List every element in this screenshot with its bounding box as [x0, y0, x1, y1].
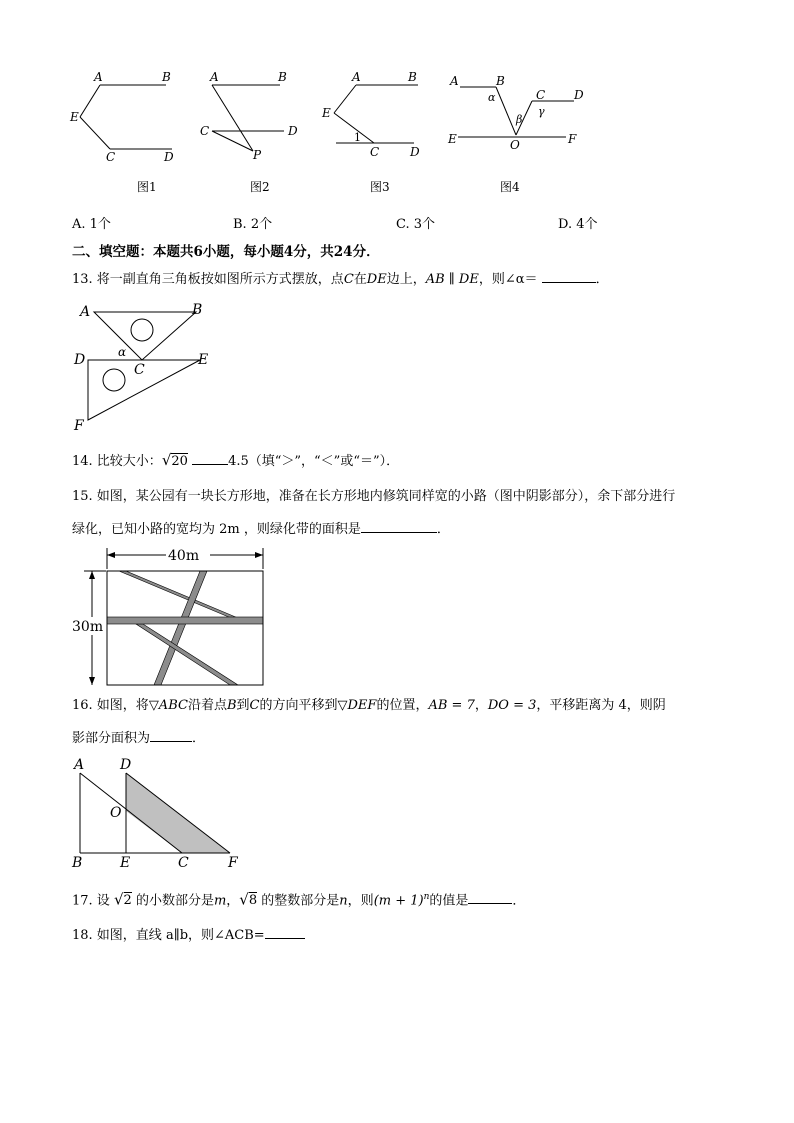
answer-blank[interactable] [192, 452, 228, 465]
question-15-line2: 绿化，已知小路的宽均为 2m ，则绿化带的面积是 ． [72, 522, 450, 537]
figure-3-caption: 图3 [370, 180, 390, 194]
sqrt-sign: √ [161, 451, 172, 469]
figure-q13 [70, 298, 220, 433]
point-label: D [288, 124, 298, 138]
figure-3 [318, 65, 428, 175]
section-title: 二、填空题：本题共6小题，每小题4分，共24分． [72, 244, 380, 260]
point-label: C [200, 124, 210, 138]
point-label: B [408, 70, 417, 84]
option-d: D. 4个 [558, 217, 598, 232]
point-label: D [120, 757, 132, 773]
point-label: B [192, 302, 203, 318]
figure-2-caption: 图2 [250, 180, 270, 194]
point-label: E [448, 132, 457, 146]
angle-label: β [516, 113, 523, 126]
figure-4-caption: 图4 [500, 180, 520, 194]
figure-4 [444, 65, 594, 175]
point-label: D [574, 88, 584, 102]
point-label: E [120, 855, 131, 871]
figure-q16 [70, 755, 250, 870]
point-label: F [74, 418, 84, 434]
point-label: D [410, 145, 420, 159]
option-c: C. 3个 [396, 217, 436, 232]
answer-blank[interactable] [468, 891, 512, 904]
question-15-line1: 15. 如图，某公园有一块长方形地，准备在长方形地内修筑同样宽的小路（图中阴影部分），余下部分进行 [72, 489, 676, 504]
answer-blank[interactable] [265, 926, 305, 939]
point-label: A [450, 74, 459, 88]
width-label: 40m [168, 548, 200, 564]
point-label: E [198, 352, 209, 368]
point-label: A [94, 70, 103, 84]
point-label: E [70, 110, 79, 124]
point-label: C [106, 150, 116, 164]
point-label: B [72, 855, 83, 871]
angle-label: α [118, 345, 127, 359]
point-label: D [164, 150, 174, 164]
answer-blank[interactable] [542, 270, 596, 283]
angle-label: α [488, 91, 496, 104]
point-label: A [80, 304, 91, 320]
question-16-line2: 影部分面积为 ． [72, 731, 206, 746]
point-label: E [322, 106, 331, 120]
point-label: F [228, 855, 238, 871]
point-label: C [536, 88, 546, 102]
question-14: 14. 比较大小：√20 4.5（填“＞”，“＜”或“＝”）． [72, 451, 400, 469]
angle-label: 1 [354, 131, 361, 144]
point-label: B [162, 70, 171, 84]
point-label: B [496, 74, 505, 88]
question-13: 13. 将一副直角三角板按如图所示方式摆放，点C在DE边上，AB ∥ DE，则∠α＝ ． [72, 272, 609, 287]
figure-q15 [70, 545, 270, 685]
point-label: C [134, 362, 145, 378]
option-a: A. 1个 [72, 217, 111, 232]
point-label: C [178, 855, 189, 871]
answer-blank[interactable] [361, 520, 437, 533]
answer-blank[interactable] [150, 729, 192, 742]
question-16-line1: 16. 如图，将▽ABC沿着点B到C的方向平移到▽DEF的位置，AB = 7，DO = 3，平移距离为 4，则阴 [72, 698, 666, 713]
point-label: B [278, 70, 287, 84]
figure-1-caption: 图1 [137, 180, 157, 194]
point-label: O [510, 138, 520, 152]
point-label: D [74, 352, 86, 368]
point-label: A [352, 70, 361, 84]
question-18: 18. 如图，直线 a∥b，则∠ACB= [72, 926, 305, 945]
point-label: C [370, 145, 380, 159]
option-b: B. 2个 [233, 217, 273, 232]
figure-1 [60, 65, 180, 175]
point-label: A [210, 70, 219, 84]
angle-label: γ [538, 105, 545, 118]
height-label: 30m [72, 619, 104, 635]
point-label: O [110, 805, 122, 821]
question-17: 17. 设 √2 的小数部分是m，√8 的整数部分是n，则$(m + 1)^n$的值是 ． [72, 890, 526, 909]
point-label: A [74, 757, 85, 773]
point-label: P [253, 148, 262, 162]
point-label: F [568, 132, 577, 146]
figure-2 [198, 65, 308, 175]
